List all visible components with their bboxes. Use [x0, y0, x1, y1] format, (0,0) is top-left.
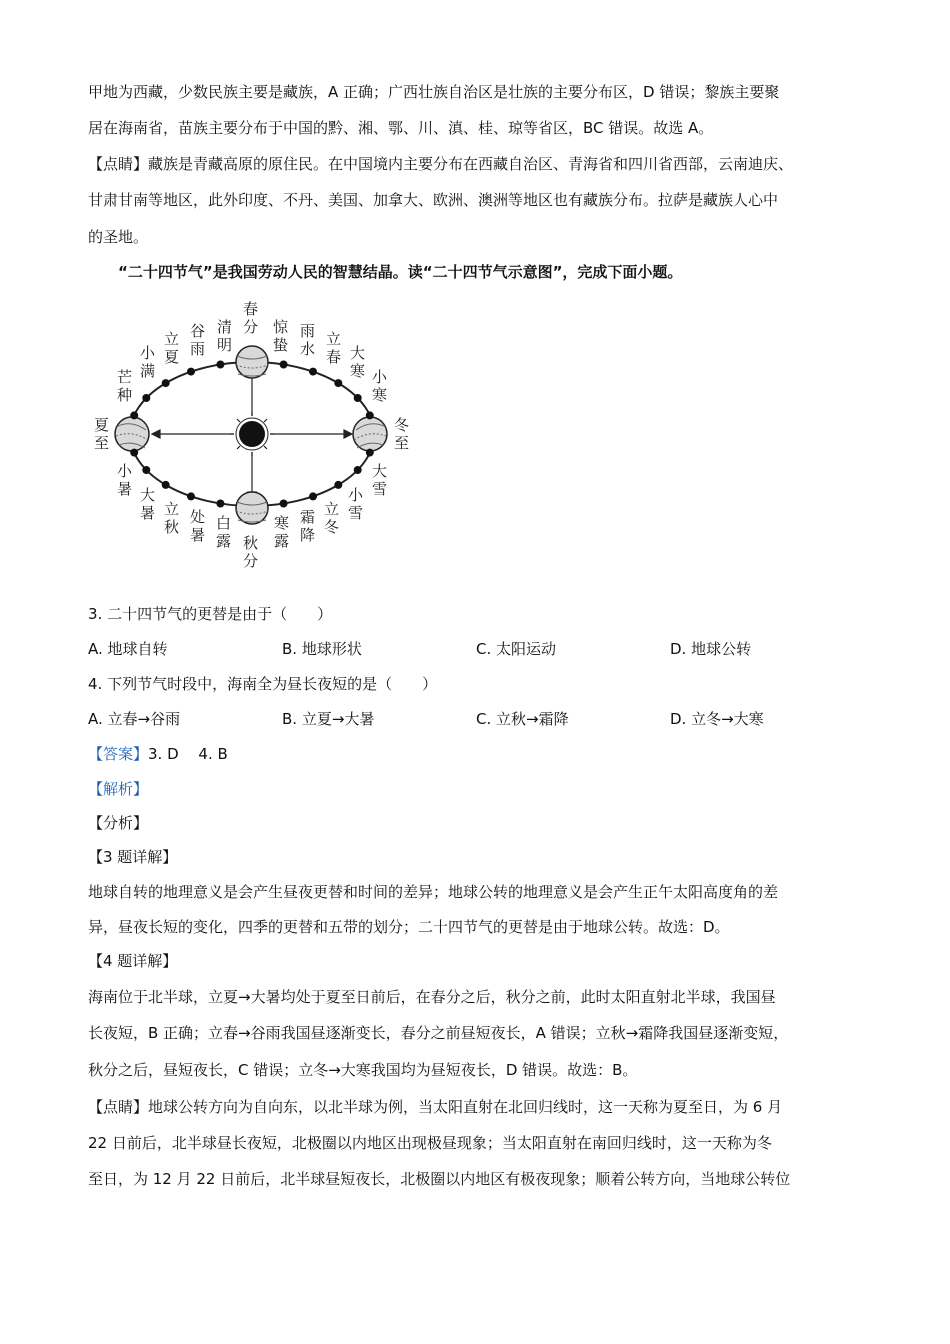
orbit-dot: [354, 466, 362, 474]
fenxi-label: 【分析】: [88, 814, 149, 832]
orbit-dot: [142, 466, 150, 474]
answer-label: 【答案】: [88, 745, 149, 763]
label-bailu: 白露: [216, 514, 232, 550]
answer-line: [88, 744, 228, 764]
sun-icon: [230, 412, 274, 456]
q4-option-b: B. 立夏→大暑: [282, 710, 375, 728]
label-dahan: 大寒: [350, 344, 366, 380]
detail4-line-1: 海南位于北半球，立夏→大暑均处于夏至日前后，在春分之后，秋分之前，此时太阳直射北半球，我国昼: [88, 988, 776, 1006]
label-qingming: 清明: [217, 318, 233, 354]
earth-winter-icon: [353, 417, 387, 451]
q4-stem: 4. 下列节气时段中，海南全为昼长夜短的是（ ）: [88, 675, 438, 693]
label-lichun: 立春: [326, 330, 342, 366]
answer-value: 3. D 4. B: [148, 745, 228, 763]
label-guyu: 谷雨: [190, 322, 206, 358]
detail3-line-1: 地球自转的地理意义是会产生昼夜更替和时间的差异；地球公转的地理意义是会产生正午太阳高度角的差: [88, 883, 779, 901]
detail3-label: 【3 题详解】: [88, 848, 178, 866]
q3-option-d: D. 地球公转: [670, 640, 752, 658]
orbit-dot: [366, 411, 374, 419]
orbit-dot: [187, 368, 195, 376]
label-dashu: 大暑: [140, 486, 156, 522]
orbit-dot: [334, 481, 342, 489]
label-shuangjiang: 霜降: [300, 508, 316, 544]
dianjing-line-1: 【点睛】藏族是青藏高原的原住民。在中国境内主要分布在西藏自治区、青海省和四川省西部，云南迪庆、: [88, 155, 794, 173]
q3-option-c: C. 太阳运动: [476, 640, 557, 658]
dianjing2-line-1: 【点睛】地球公转方向为自向东，以北半球为例，当太阳直射在北回归线时，这一天称为夏至日，为 6 月: [88, 1098, 783, 1116]
label-winter: 冬 至: [394, 416, 410, 452]
q3-option-b: B. 地球形状: [282, 640, 362, 658]
question-prompt: “二十四节气”是我国劳动人民的智慧结晶。读“二十四节气示意图”，完成下面小题。: [118, 263, 683, 281]
dianjing-line-3: 的圣地。: [88, 228, 149, 246]
orbit-dot: [130, 411, 138, 419]
orbit-dot: [280, 361, 288, 369]
detail4-line-2: 长夜短，B 正确；立春→谷雨我国昼逐渐变长，春分之前昼短夜长，A 错误；立秋→霜降我国昼逐渐变短，: [88, 1024, 789, 1042]
orbit-dot: [142, 394, 150, 402]
q4-option-d: D. 立冬→大寒: [670, 710, 764, 728]
dianjing2-line-2: 22 日前后，北半球昼长夜短，北极圈以内地区出现极昼现象；当太阳直射在南回归线时，这一天称为冬: [88, 1134, 772, 1152]
dianjing2-line-3: 至日，为 12 月 22 日前后，北半球昼短夜长，北极圈以内地区有极夜现象；顺着公转方向，当地球公转位: [88, 1170, 791, 1188]
orbit-dot: [309, 492, 317, 500]
orbit-dot: [334, 379, 342, 387]
earth-autumn-icon: [236, 492, 268, 524]
dianjing-line-2: 甘肃甘南等地区，此外印度、不丹、美国、加拿大、欧洲、澳洲等地区也有藏族分布。拉萨是藏族人心中: [88, 191, 779, 209]
detail4-line-3: 秋分之后，昼短夜长，C 错误；立冬→大寒我国均为昼短夜长，D 错误。故选：B。: [88, 1061, 638, 1079]
intro-line-1: 甲地为西藏，少数民族主要是藏族，A 正确；广西壮族自治区是壮族的主要分布区，D 错误；黎族主要聚: [88, 83, 780, 101]
label-lidong: 立冬: [324, 500, 340, 536]
earth-summer-icon: [115, 417, 149, 451]
analysis-label: 【解析】: [88, 780, 149, 798]
label-spring: 春 分: [243, 300, 259, 336]
label-chushu: 处暑: [190, 508, 206, 544]
label-daxue: 大雪: [372, 462, 388, 498]
orbit-dot: [162, 379, 170, 387]
orbit-dot: [354, 394, 362, 402]
label-lixia: 立夏: [164, 330, 180, 366]
orbit-dot: [366, 449, 374, 457]
detail4-label: 【4 题详解】: [88, 952, 178, 970]
label-hanlu: 寒露: [274, 514, 290, 550]
label-jingzhe: 惊蛰: [273, 318, 289, 354]
orbit-dot: [130, 449, 138, 457]
orbit-dot: [162, 481, 170, 489]
q4-option-a: A. 立春→谷雨: [88, 710, 181, 728]
label-xiaoman: 小满: [140, 344, 156, 380]
orbit-dot: [280, 500, 288, 508]
detail3-line-2: 异，昼夜长短的变化，四季的更替和五带的划分；二十四节气的更替是由于地球公转。故选：D。: [88, 918, 730, 936]
q3-stem: 3. 二十四节气的更替是由于（ ）: [88, 605, 333, 623]
q3-option-a: A. 地球自转: [88, 640, 168, 658]
orbit-dot: [309, 368, 317, 376]
solar-terms-diagram: [80, 290, 430, 580]
intro-line-2: 居在海南省，苗族主要分布于中国的黔、湘、鄂、川、滇、桂、琼等省区，BC 错误。故选 A。: [88, 119, 714, 137]
label-yushui: 雨水: [300, 322, 316, 358]
label-summer: 夏 至: [94, 416, 110, 452]
label-mangzhong: 芒种: [117, 368, 133, 404]
label-xiaoshu: 小暑: [117, 462, 133, 498]
label-xiaoxue: 小雪: [348, 486, 364, 522]
label-autumn: 秋 分: [243, 534, 259, 570]
orbit-dot: [187, 492, 195, 500]
orbit-dot: [216, 500, 224, 508]
orbit-dot: [216, 361, 224, 369]
q4-option-c: C. 立秋→霜降: [476, 710, 569, 728]
earth-spring-icon: [236, 346, 268, 378]
label-xiaohan: 小寒: [372, 368, 388, 404]
label-liqiu: 立秋: [164, 500, 180, 536]
